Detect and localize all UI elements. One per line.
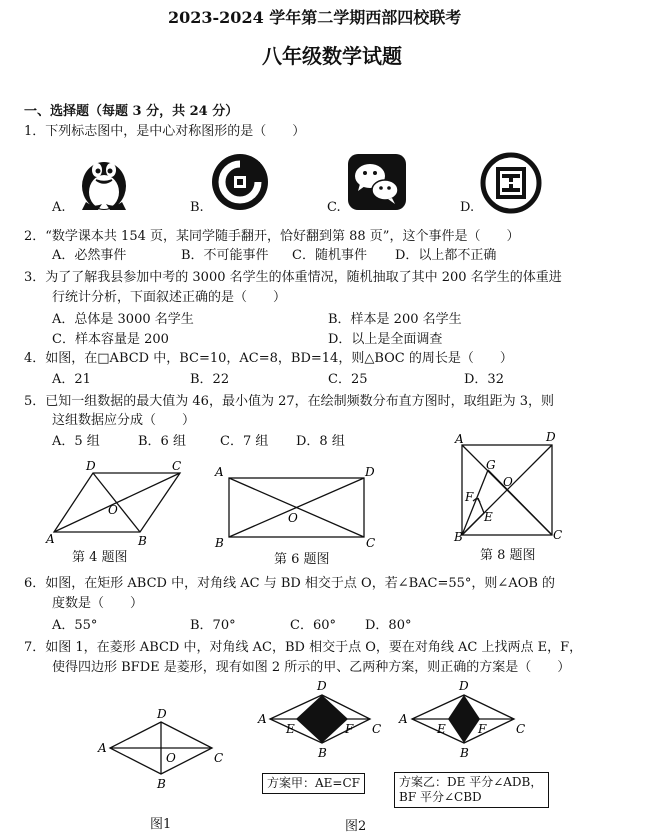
q6-option-d: D．80°	[365, 618, 412, 633]
fig2b-label-c: C	[516, 722, 526, 736]
q4-label-o: O	[108, 503, 118, 517]
fig2b-label-a: A	[399, 712, 408, 726]
q8-label-g: G	[486, 458, 496, 472]
q8-label-d: D	[546, 430, 556, 444]
q5-option-b: B．6 组	[138, 434, 186, 449]
q6-label-o: O	[288, 511, 298, 525]
fig2b-label-f: F	[478, 722, 487, 736]
q1-option-a: A.	[52, 200, 66, 215]
q6-label-a: A	[215, 465, 224, 479]
q6-option-b: B．70°	[190, 618, 236, 633]
q3-option-b: B．样本是 200 名学生	[328, 312, 462, 327]
q4-label-c: C	[172, 459, 182, 473]
q5-stem-line1: 5．已知一组数据的最大值为 46，最小值为 27，在绘制频数分布直方图时，取组距为 3，则	[24, 394, 555, 409]
fig1-label-b: B	[157, 777, 166, 791]
q3-option-c: C．样本容量是 200	[52, 332, 169, 347]
fig1-label-a: A	[98, 741, 107, 755]
q6-option-c: C．60°	[290, 618, 336, 633]
q1-option-d: D.	[460, 200, 475, 215]
exam-title: 2023-2024 学年第二学期西部四校联考	[168, 8, 462, 27]
fig2-caption: 图2	[345, 819, 367, 834]
fig2b-label-d: D	[459, 679, 469, 693]
fig1-label-o: O	[166, 751, 176, 765]
q3-option-a: A．总体是 3000 名学生	[52, 312, 194, 327]
plan-jia-box: 方案甲：AE=CF	[262, 773, 365, 794]
q4-label-d: D	[86, 459, 96, 473]
q6-label-d: D	[365, 465, 375, 479]
q2-stem: 2．“数学课本共 154 页，某同学随手翻开，恰好翻到第 88 页”，这个事件是（ ）	[24, 229, 520, 244]
q8-label-e: E	[484, 510, 493, 524]
q8-label-o: O	[503, 475, 513, 489]
q5-option-d: D．8 组	[296, 434, 345, 449]
q2-option-b: B．不可能事件	[181, 248, 269, 263]
fig2a-label-b: B	[318, 746, 327, 760]
q3-option-d: D．以上是全面调查	[328, 332, 443, 347]
fig4-caption: 第 4 题图	[72, 550, 128, 565]
q2-option-a: A．必然事件	[52, 248, 127, 263]
plan-yi-line1: 方案乙：DE 平分∠ADB，	[399, 775, 543, 789]
q1-option-c: C.	[327, 200, 341, 215]
fig2a-label-c: C	[372, 722, 382, 736]
q6-label-c: C	[366, 536, 376, 550]
plan-yi-box	[394, 772, 549, 808]
fig1-label-d: D	[157, 707, 167, 721]
q4-stem: 4．如图，在□ABCD 中，BC=10，AC=8，BD=14，则△BOC 的周长是（ ）	[24, 351, 513, 366]
fig2a-label-d: D	[317, 679, 327, 693]
q4-label-a: A	[46, 532, 55, 546]
q3-stem-line2: 行统计分析，下面叙述正确的是（ ）	[52, 290, 287, 305]
q2-option-d: D．以上都不正确	[395, 248, 497, 263]
q8-label-b: B	[454, 530, 463, 544]
subject-title: 八年级数学试题	[262, 44, 402, 68]
q1-option-b: B.	[190, 200, 204, 215]
q4-label-b: B	[138, 534, 147, 548]
q3-stem-line1: 3．为了了解我县参加中考的 3000 名学生的体重情况，随机抽取了其中 200 名学生的体重进	[24, 270, 562, 285]
fig2b-label-b: B	[460, 746, 469, 760]
q4-option-c: C．25	[328, 372, 368, 387]
q6-option-a: A．55°	[52, 618, 98, 633]
q4-option-b: B．22	[190, 372, 230, 387]
q7-stem-line1: 7．如图 1，在菱形 ABCD 中，对角线 AC，BD 相交于点 O，要在对角线 AC 上找两点 E，F，	[24, 640, 583, 655]
fig2a-label-e: E	[286, 722, 295, 736]
q2-option-c: C．随机事件	[292, 248, 367, 263]
q6-stem-line1: 6．如图，在矩形 ABCD 中，对角线 AC 与 BD 相交于点 O，若∠BAC=55°，则∠AOB 的	[24, 576, 556, 591]
fig6-caption: 第 6 题图	[274, 552, 330, 567]
plan-yi-line2: BF 平分∠CBD	[399, 790, 482, 804]
fig1-label-c: C	[214, 751, 224, 765]
fig2a-label-f: F	[345, 722, 354, 736]
q6-label-b: B	[215, 536, 224, 550]
q8-label-a: A	[455, 432, 464, 446]
q8-label-c: C	[553, 528, 563, 542]
q5-stem-line2: 这组数据应分成（ ）	[52, 413, 196, 428]
q6-stem-line2: 度数是（ ）	[52, 596, 144, 611]
q5-option-c: C．7 组	[220, 434, 269, 449]
q5-option-a: A．5 组	[52, 434, 100, 449]
fig1-caption: 图1	[150, 817, 172, 832]
q8-label-f: F	[465, 490, 474, 504]
q4-option-d: D．32	[464, 372, 504, 387]
fig8-caption: 第 8 题图	[480, 548, 536, 563]
section-title: 一、选择题（每题 3 分，共 24 分）	[24, 104, 239, 119]
fig2a-label-a: A	[258, 712, 267, 726]
q1-stem: 1．下列标志图中，是中心对称图形的是（ ）	[24, 124, 306, 139]
q4-option-a: A．21	[52, 372, 91, 387]
q7-stem-line2: 使得四边形 BFDE 是菱形，现有如图 2 所示的甲、乙两种方案，则正确的方案是（ ）	[52, 660, 571, 675]
fig2b-label-e: E	[437, 722, 446, 736]
